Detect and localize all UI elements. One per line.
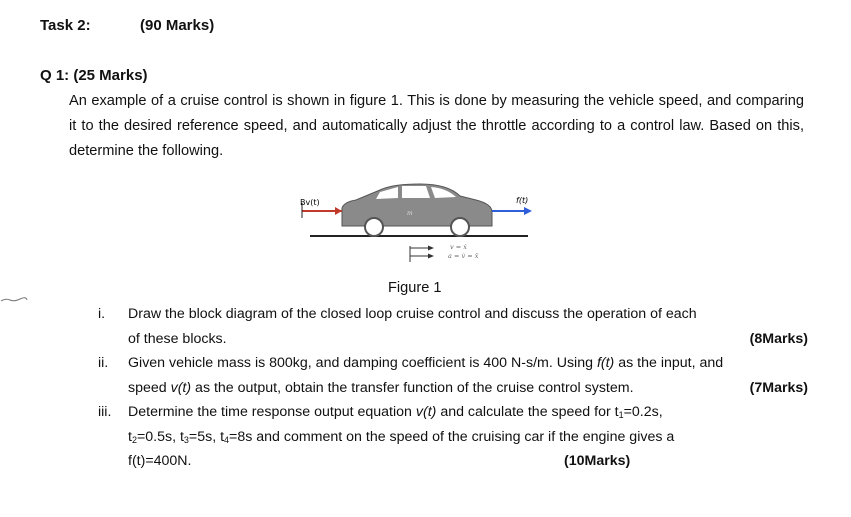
task-marks: (90 Marks): [140, 17, 215, 34]
item-marks: (10Marks): [564, 453, 631, 469]
item-text-line: $t_2=0.5s$, $t_3=5s$, $t_4=8s$ and comment on the speed of the cruising car if the engine gives a: [128, 428, 675, 445]
item-marks: (7Marks): [749, 379, 808, 396]
margin-scribble: [0, 296, 28, 304]
damping-force-label: Bv(t): [300, 198, 320, 207]
question-parts-list: [98, 302, 808, 482]
list-item: [98, 302, 808, 351]
list-item: [98, 400, 808, 474]
damping-arrow-head: [335, 207, 342, 215]
list-item: [98, 351, 808, 400]
engine-arrow-head: [524, 207, 532, 215]
figure-caption: Figure 1: [388, 280, 442, 296]
item-number: iii.: [98, 404, 112, 420]
acceleration-equation: a = v̇ = ẍ: [448, 252, 479, 260]
item-text-line: Determine the time response output equation v(t) and calculate the speed for $t_1=0.2s$,: [128, 404, 663, 420]
item-number: ii.: [98, 355, 109, 371]
item-text-line: speed v(t) as the output, obtain the transfer function of the cruise control system.: [128, 379, 634, 396]
cruise-control-figure: [280, 178, 560, 278]
item-text-line: Given vehicle mass is 800kg, and damping coefficient is 400 N-s/m. Using f(t) as the input, and: [128, 355, 724, 371]
item-text-line: Draw the block diagram of the closed loop cruise control and discuss the operation of each: [128, 306, 697, 322]
item-marks: (8Marks): [749, 330, 808, 347]
kinematics-arrows: [410, 246, 434, 263]
question-intro: An example of a cruise control is shown in figure 1. This is done by measuring the vehicle speed, and comparing it to the desired reference speed, and automatically adjust the throttle according to a control law. Based on this, determine the following.: [69, 93, 804, 159]
item-text-line: f(t)=400N.: [128, 453, 192, 469]
mass-label: m: [407, 210, 413, 217]
velocity-equation: v = ẋ: [450, 243, 467, 251]
car-icon: [342, 184, 492, 236]
question-heading: Q 1: (25 Marks): [40, 67, 148, 84]
task-title: Task 2:: [40, 17, 91, 34]
item-number: i.: [98, 306, 106, 322]
engine-force-label: f(t): [516, 196, 529, 205]
item-text-line: of these blocks.: [128, 330, 227, 347]
